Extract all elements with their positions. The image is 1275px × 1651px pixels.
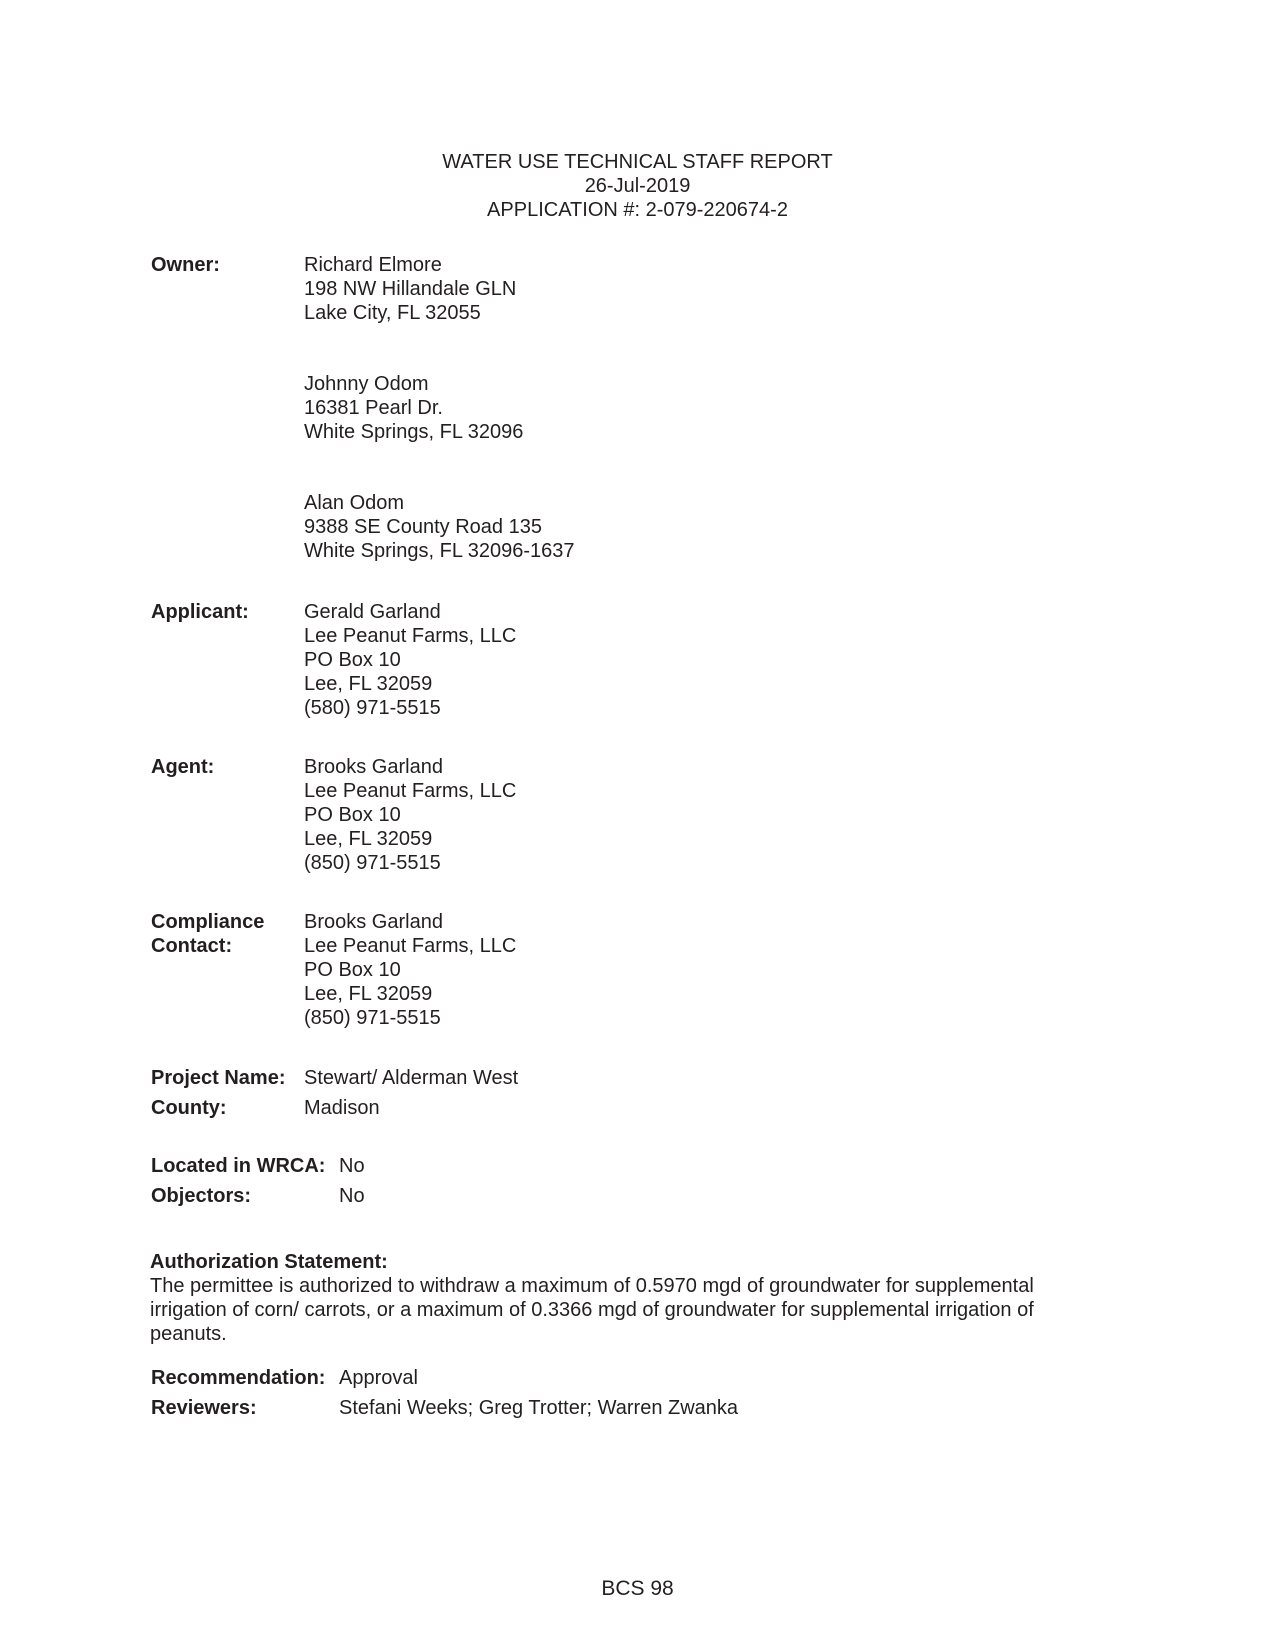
owner-3-name: Alan Odom xyxy=(304,492,405,514)
report-date: 26-Jul-2019 xyxy=(584,175,691,197)
compliance-label-line1: Compliance xyxy=(151,911,265,933)
reviewers-label: Reviewers: xyxy=(151,1397,257,1419)
applicant-city: Lee, FL 32059 xyxy=(304,673,433,695)
owner-entry-2 xyxy=(304,372,523,444)
wrca-label: Located in WRCA: xyxy=(151,1155,326,1177)
objectors-value: No xyxy=(339,1185,365,1207)
reviewers-value: Stefani Weeks; Greg Trotter; Warren Zwanka xyxy=(339,1397,739,1419)
wrca-value: No xyxy=(339,1155,365,1177)
recommendation-label: Recommendation: xyxy=(151,1367,326,1389)
agent-name: Brooks Garland xyxy=(304,756,443,778)
compliance-label-line2: Contact: xyxy=(151,935,233,957)
owner-1-street: 198 NW Hillandale GLN xyxy=(304,278,517,300)
county-label: County: xyxy=(151,1097,227,1119)
agent-lines xyxy=(304,755,516,875)
compliance-phone: (850) 971-5515 xyxy=(304,1007,441,1029)
authorization-section xyxy=(150,1250,1090,1346)
authorization-text: The permittee is authorized to withdraw a maximum of 0.5970 mgd of groundwater for supplemental irrigation of corn/ carrots, or a maximum of 0.3366 mgd of groundwater for supplemental irrigation of peanuts. xyxy=(150,1275,1034,1345)
owner-2-street: 16381 Pearl Dr. xyxy=(304,397,443,419)
report-title: WATER USE TECHNICAL STAFF REPORT xyxy=(442,151,833,173)
owner-entry-1 xyxy=(304,253,516,325)
agent-label: Agent: xyxy=(151,756,215,778)
applicant-lines xyxy=(304,600,516,720)
agent-city: Lee, FL 32059 xyxy=(304,828,433,850)
page-footer: BCS 98 xyxy=(601,1577,674,1600)
applicant-company: Lee Peanut Farms, LLC xyxy=(304,625,517,647)
project-name-label: Project Name: xyxy=(151,1067,286,1089)
compliance-company: Lee Peanut Farms, LLC xyxy=(304,935,517,957)
applicant-label: Applicant: xyxy=(151,601,249,623)
compliance-lines xyxy=(304,910,516,1030)
compliance-city: Lee, FL 32059 xyxy=(304,983,433,1005)
owner-2-city: White Springs, FL 32096 xyxy=(304,421,524,443)
owner-1-city: Lake City, FL 32055 xyxy=(304,302,481,324)
authorization-title: Authorization Statement: xyxy=(150,1251,388,1273)
county-value: Madison xyxy=(304,1097,380,1119)
owner-2-name: Johnny Odom xyxy=(304,373,429,395)
agent-pobox: PO Box 10 xyxy=(304,804,401,826)
agent-phone: (850) 971-5515 xyxy=(304,852,441,874)
owner-3-street: 9388 SE County Road 135 xyxy=(304,516,542,538)
agent-company: Lee Peanut Farms, LLC xyxy=(304,780,517,802)
applicant-name: Gerald Garland xyxy=(304,601,441,623)
recommendation-value: Approval xyxy=(339,1367,418,1389)
report-header xyxy=(0,150,1275,222)
owner-3-city: White Springs, FL 32096-1637 xyxy=(304,540,575,562)
compliance-name: Brooks Garland xyxy=(304,911,443,933)
application-number: APPLICATION #: 2-079-220674-2 xyxy=(487,199,788,221)
owner-entry-3 xyxy=(304,491,575,563)
objectors-label: Objectors: xyxy=(151,1185,252,1207)
compliance-pobox: PO Box 10 xyxy=(304,959,401,981)
applicant-phone: (580) 971-5515 xyxy=(304,697,441,719)
project-name-value: Stewart/ Alderman West xyxy=(304,1067,519,1089)
applicant-pobox: PO Box 10 xyxy=(304,649,401,671)
compliance-label xyxy=(151,910,311,958)
owner-label: Owner: xyxy=(151,254,220,276)
owner-1-name: Richard Elmore xyxy=(304,254,442,276)
